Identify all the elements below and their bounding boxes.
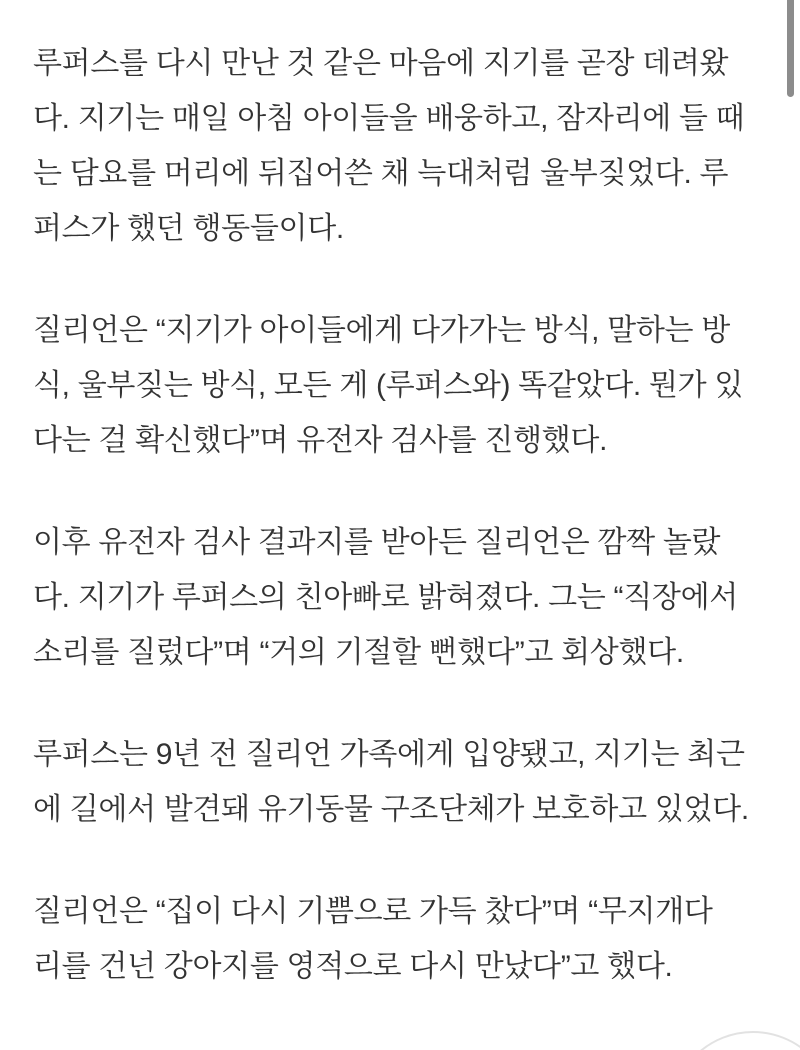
article-paragraph xyxy=(33,515,769,680)
text-line: 이후 유전자 검사 결과지를 받아든 질리언은 깜짝 놀랐 xyxy=(33,526,721,559)
text-line: 루퍼스를 다시 만난 것 같은 마음에 지기를 곧장 데려왔 xyxy=(33,47,729,80)
text-line: 질리언은 “지기가 아이들에게 다가가는 방식, 말하는 방 xyxy=(33,314,730,347)
article-paragraph xyxy=(33,727,769,837)
text-line: 다. 지기는 매일 아침 아이들을 배웅하고, 잠자리에 들 때 xyxy=(33,102,745,135)
article-body xyxy=(33,36,769,1041)
text-line: 질리언은 “집이 다시 기쁨으로 가득 찼다”며 “무지개다 xyxy=(33,895,713,928)
scrollbar-thumb[interactable] xyxy=(787,0,794,97)
text-line: 소리를 질렀다”며 “거의 기절할 뻔했다”고 회상했다. xyxy=(33,636,684,669)
text-line: 다. 지기가 루퍼스의 친아빠로 밝혀졌다. 그는 “직장에서 xyxy=(33,581,738,614)
article-paragraph xyxy=(33,36,769,256)
text-line: 퍼스가 했던 행동들이다. xyxy=(33,212,344,245)
text-line: 다는 걸 확신했다”며 유전자 검사를 진행했다. xyxy=(33,424,608,457)
text-line: 식, 울부짖는 방식, 모든 게 (루퍼스와) 똑같았다. 뭔가 있 xyxy=(33,369,744,402)
text-line: 에 길에서 발견돼 유기동물 구조단체가 보호하고 있었다. xyxy=(33,793,749,826)
article-paragraph xyxy=(33,303,769,468)
article-paragraph xyxy=(33,884,769,994)
text-line: 루퍼스는 9년 전 질리언 가족에게 입양됐고, 지기는 최근 xyxy=(33,738,745,771)
text-line: 리를 건넌 강아지를 영적으로 다시 만났다”고 했다. xyxy=(33,950,673,983)
text-line: 는 담요를 머리에 뒤집어쓴 채 늑대처럼 울부짖었다. 루 xyxy=(33,157,729,190)
